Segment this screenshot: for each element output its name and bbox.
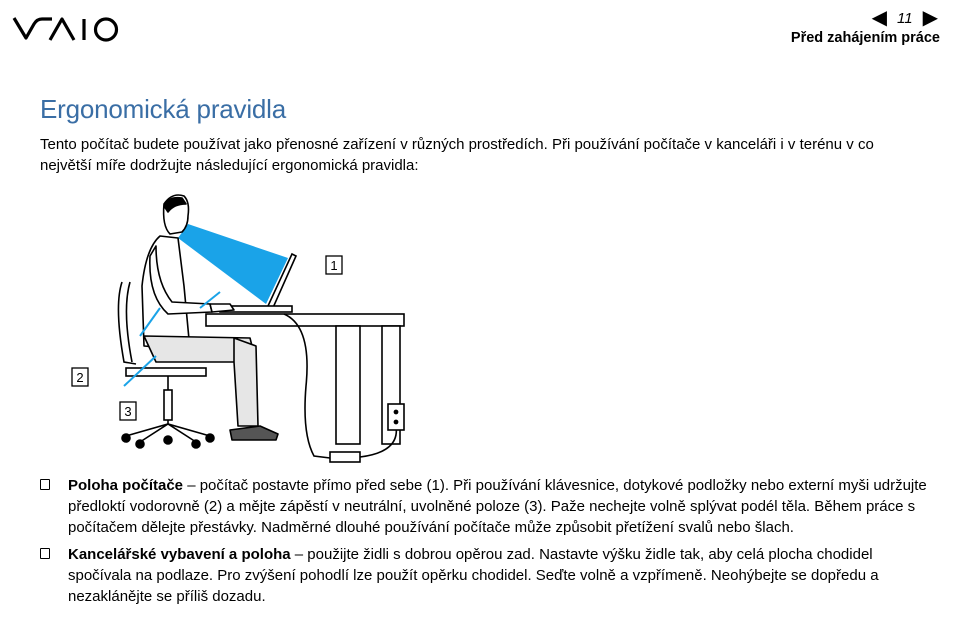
svg-text:1: 1 <box>330 258 338 273</box>
page-navigation <box>872 8 938 28</box>
arrow-right-icon[interactable]: ▶ <box>922 7 938 29</box>
ergonomic-rules-list <box>40 475 940 613</box>
rule-heading: Poloha počítače <box>68 477 184 494</box>
screen-view-beam <box>178 224 288 304</box>
arrow-left-icon[interactable]: ◀ <box>871 7 888 29</box>
rule-text: – použijte židli s dobrou opěrou zad. Nastavte výšku židle tak, aby celá plocha chodidel spočívala na podlaze. Pro zvýšení pohodlí lze použít opěrku chodidel. Seďte volně a vzpřímeně. Neohýbejte se dopředu a nezaklánějte se příliš dozadu. <box>68 546 879 605</box>
checkbox-bullet-icon <box>40 479 50 490</box>
vaio-logo <box>12 14 120 44</box>
rule-text: – počítač postavte přímo před sebe (1). Při používání klávesnice, dotykové podložky nebo externí myši udržujte předloktí vodorovně (2) a mějte zápěstí v neutrální, uvolněné poloze (3). Paže nechejte volně splývat podél těla. Během práce s počítačem dělejte přestávky. Nadměrné dlouhé používání počítače může způsobit přetížení svalů nebo šlach. <box>68 477 927 536</box>
list-item <box>40 544 940 607</box>
svg-text:2: 2 <box>76 370 84 385</box>
rule-heading: Kancelářské vybavení a poloha <box>68 546 291 563</box>
svg-text:3: 3 <box>124 404 132 419</box>
callout-1 <box>326 256 342 274</box>
callout-3 <box>120 402 136 420</box>
intro-paragraph: Tento počítač budete používat jako přenosné zařízení v různých prostředích. Při používání počítače v kanceláři i v terénu v co největší míře dodržujte následující ergonomická pravidla: <box>40 136 874 174</box>
power-outlet <box>388 404 404 430</box>
checkbox-bullet-icon <box>40 548 50 559</box>
page-number: 11 <box>897 9 913 27</box>
list-item <box>40 475 940 538</box>
section-title: Před zahájením práce <box>790 30 940 46</box>
callout-2 <box>72 368 88 386</box>
page-title: Ergonomická pravidla <box>40 94 287 124</box>
ergonomics-illustration <box>60 186 440 468</box>
